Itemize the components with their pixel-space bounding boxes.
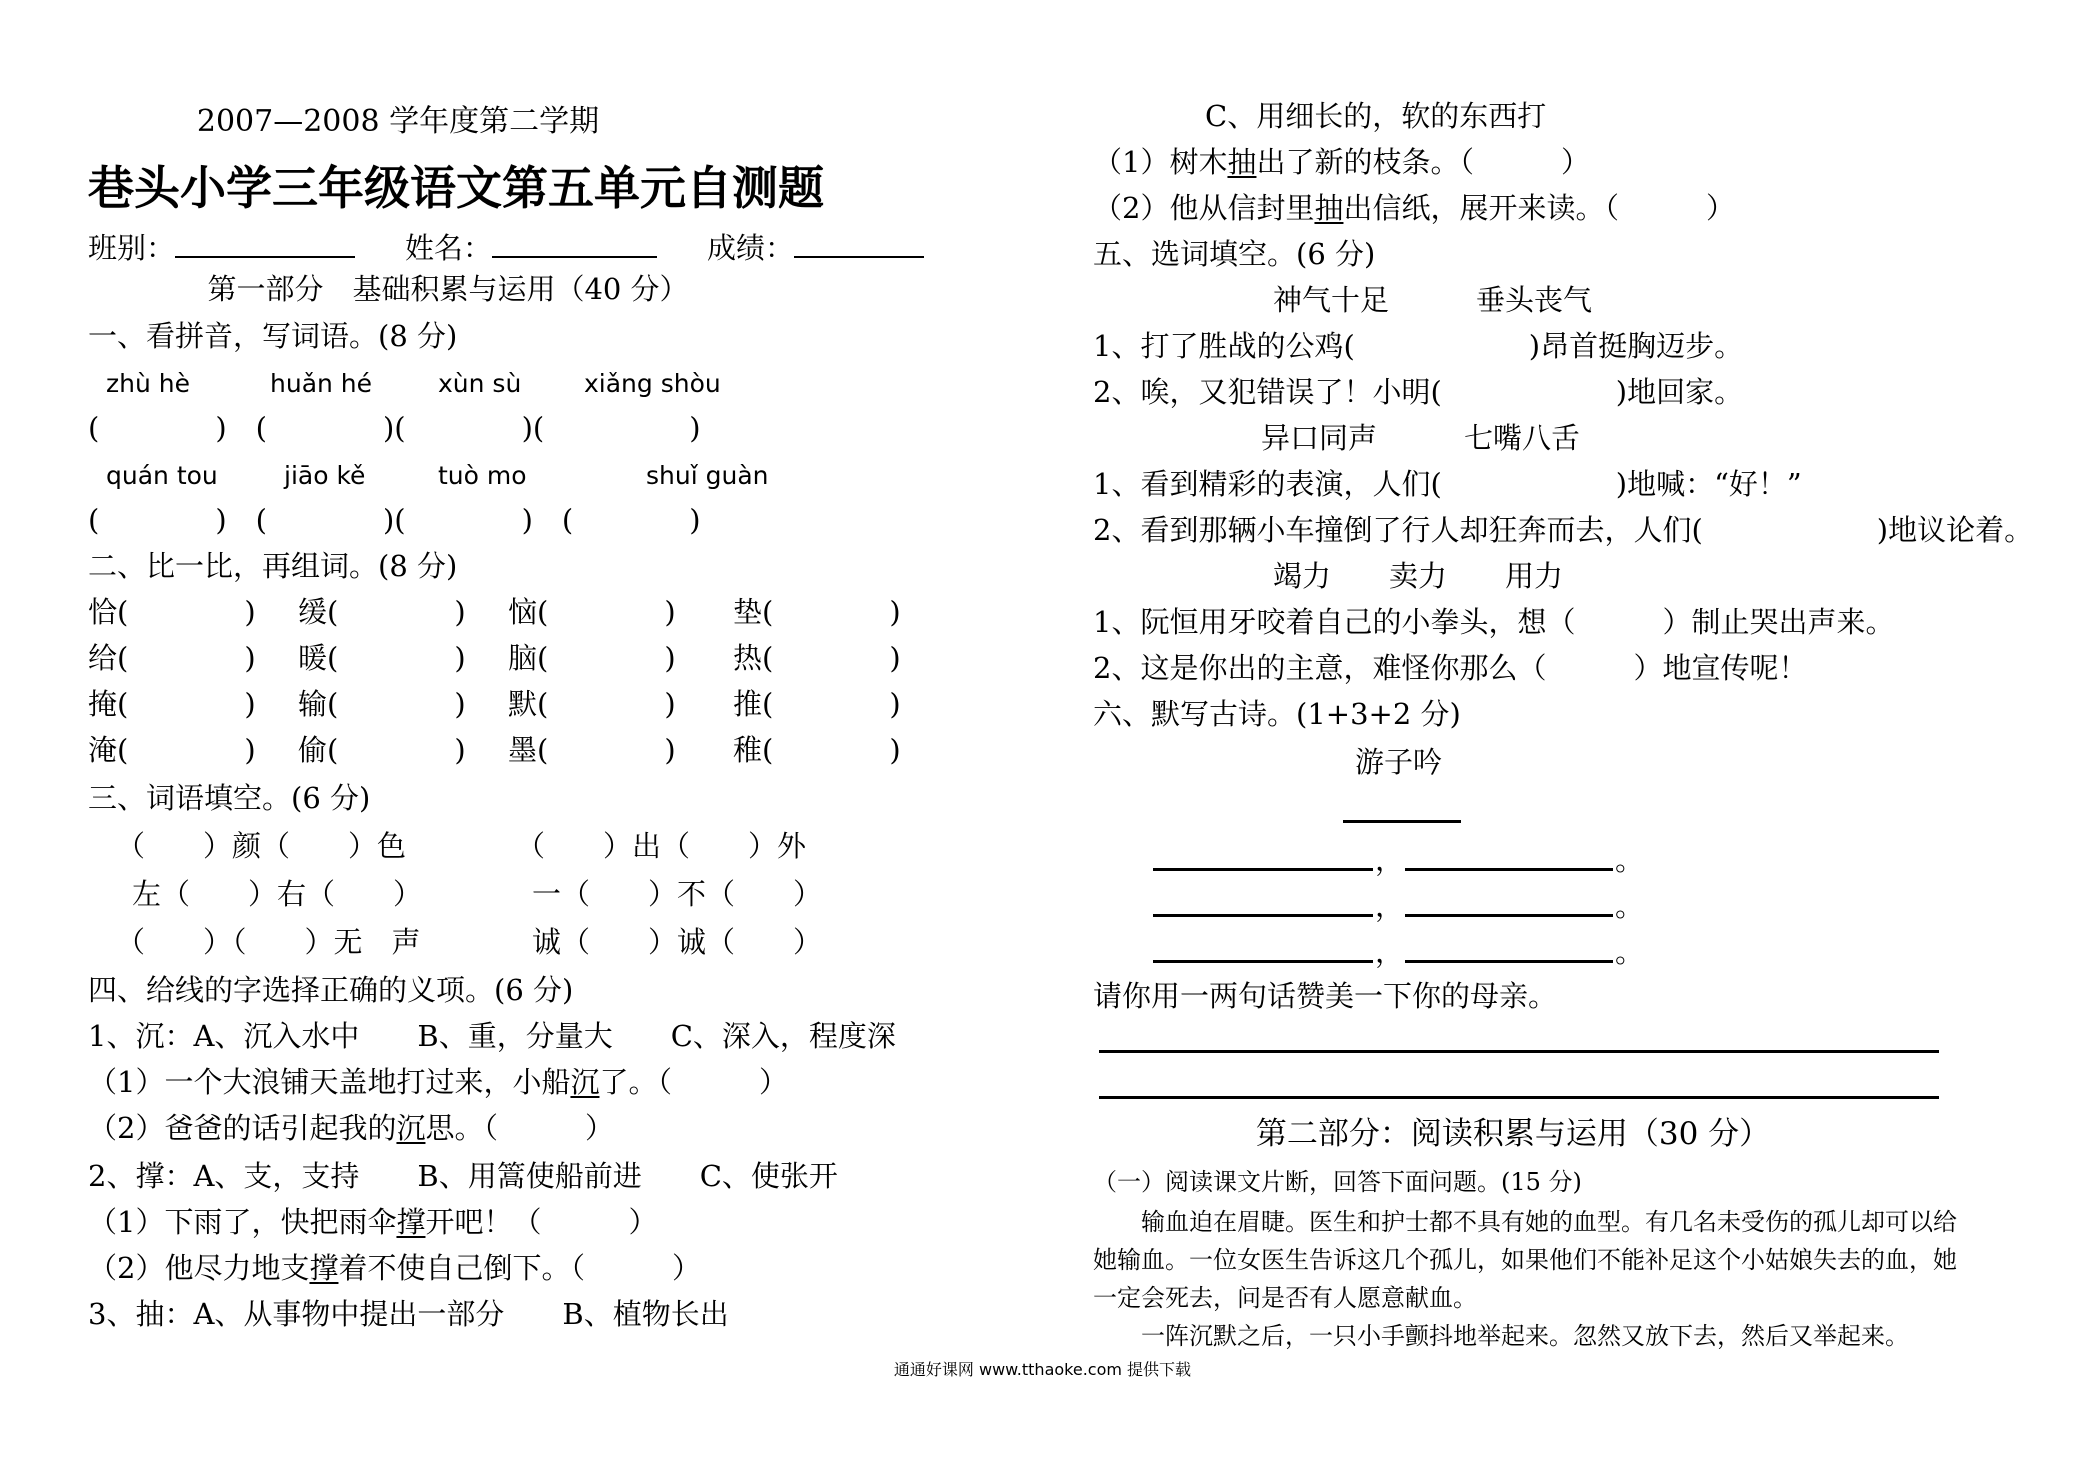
poem-comma: ， [1375, 889, 1405, 923]
q4-item2-s1[interactable]: （1）下雨了，快把雨伞撑开吧！（ ） [88, 1205, 658, 1239]
poem-line-blank[interactable] [1405, 960, 1613, 963]
q2-cell[interactable]: 淹( ) [88, 733, 256, 767]
q5-word-group-2: 异口同声 七嘴八舌 [1261, 421, 1581, 455]
term-line: 2007—2008 学年度第二学期 [196, 104, 600, 139]
q3-item[interactable]: （ ）出（ ）外 [516, 829, 807, 863]
class-field[interactable] [175, 234, 355, 258]
q1-title: 一、看拼音，写词语。(8 分) [88, 319, 458, 353]
class-label: 班别： [88, 231, 176, 265]
poem-line-blank[interactable] [1153, 914, 1373, 917]
q5-sentence[interactable]: 1、打了胜战的公鸡( )昂首挺胸迈步。 [1093, 329, 1744, 363]
pinyin-8: shuǐ guàn [646, 461, 769, 490]
q4-item3-head: 3、抽：A、从事物中提出一部分 B、植物长出 [88, 1297, 729, 1331]
pinyin-7: tuò mo [438, 461, 527, 490]
answer-blanks-row2[interactable]: ( ) ( )( ) ( ) [88, 503, 701, 537]
passage-line: 一阵沉默之后，一只小手颤抖地举起来。忽然又放下去，然后又举起来。 [1093, 1322, 1909, 1350]
q2-cell[interactable]: 稚( ) [733, 733, 901, 767]
q3-item[interactable]: 左（ ）右（ ） [132, 877, 423, 911]
praise-prompt: 请你用一两句话赞美一下你的母亲。 [1093, 979, 1558, 1013]
q4-item1-head: 1、沉：A、沉入水中 B、重，分量大 C、深入，程度深 [88, 1019, 896, 1053]
q5-sentence[interactable]: 2、这是你出的主意，难怪你那么（ ）地宣传呢！ [1093, 651, 1808, 685]
poem-line-blank[interactable] [1405, 868, 1613, 871]
q2-cell[interactable]: 脑( ) [508, 641, 676, 675]
praise-answer-line[interactable] [1099, 1096, 1939, 1099]
score-label: 成绩： [707, 231, 795, 265]
poem-period: 。 [1615, 843, 1645, 877]
q2-cell[interactable]: 推( ) [733, 687, 901, 721]
q2-cell[interactable]: 输( ) [298, 687, 466, 721]
poem-comma: ， [1375, 843, 1405, 877]
q2-title: 二、比一比，再组词。(8 分) [88, 549, 458, 583]
q3-item[interactable]: （ ）颜（ ）色 [116, 829, 407, 863]
part2-sub1: （一）阅读课文片断，回答下面问题。(15 分) [1093, 1168, 1582, 1196]
q5-sentence[interactable]: 2、看到那辆小车撞倒了行人却狂奔而去，人们( )地议论着。 [1093, 513, 2034, 547]
pinyin-3: xùn sù [438, 369, 522, 398]
pinyin-2: huǎn hé [270, 369, 373, 398]
pinyin-1: zhù hè [106, 369, 190, 398]
q4-item2-s2[interactable]: （2）他尽力地支撑着不使自己倒下。（ ） [88, 1251, 701, 1285]
poem-line-blank[interactable] [1405, 914, 1613, 917]
part2-title: 第二部分：阅读积累与运用（30 分） [1255, 1116, 1771, 1152]
q4-item1-s1[interactable]: （1）一个大浪铺天盖地打过来，小船沉了。（ ） [88, 1065, 788, 1099]
q3-item[interactable]: 一（ ）不（ ） [532, 877, 823, 911]
q3-item[interactable]: 诚（ ）诚（ ） [532, 925, 823, 959]
q4-title: 四、给线的字选择正确的义项。(6 分) [88, 973, 574, 1007]
q5-word-group-3: 竭力 卖力 用力 [1273, 559, 1564, 593]
q4-item3-s2[interactable]: （2）他从信封里抽出信纸，展开来读。（ ） [1093, 191, 1735, 225]
q2-cell[interactable]: 掩( ) [88, 687, 256, 721]
q2-cell[interactable]: 缓( ) [298, 595, 466, 629]
pinyin-5: quán tou [106, 461, 218, 490]
footer-text: 通通好课网 www.tthaoke.com 提供下载 [893, 1360, 1192, 1379]
poem-line-blank[interactable] [1153, 960, 1373, 963]
q3-item[interactable]: （ ）（ ）无 声 [116, 925, 421, 959]
q2-cell[interactable]: 恼( ) [508, 595, 676, 629]
q4-item3-s1[interactable]: （1）树木抽出了新的枝条。（ ） [1093, 145, 1590, 179]
q5-word-group-1: 神气十足 垂头丧气 [1273, 283, 1593, 317]
q5-sentence[interactable]: 2、唉，又犯错误了！小明( )地回家。 [1093, 375, 1744, 409]
praise-answer-line[interactable] [1099, 1050, 1939, 1053]
q2-cell[interactable]: 恰( ) [88, 595, 256, 629]
poem-comma: ， [1375, 935, 1405, 969]
q5-sentence[interactable]: 1、阮恒用牙咬着自己的小拳头，想（ ）制止哭出声来。 [1093, 605, 1895, 639]
q5-title: 五、选词填空。(6 分) [1093, 237, 1376, 271]
info-line [88, 230, 924, 266]
poem-line-blank[interactable] [1153, 868, 1373, 871]
poem-author-line[interactable] [1343, 820, 1461, 823]
q4-item1-s2[interactable]: （2）爸爸的话引起我的沉思。（ ） [88, 1111, 614, 1145]
exam-title: 巷头小学三年级语文第五单元自测题 [88, 161, 824, 215]
poem-title: 游子吟 [1355, 745, 1443, 779]
pinyin-4: xiǎng shòu [584, 369, 721, 398]
q2-cell[interactable]: 给( ) [88, 641, 256, 675]
poem-period: 。 [1615, 935, 1645, 969]
q5-sentence[interactable]: 1、看到精彩的表演，人们( )地喊：“好！” [1093, 467, 1802, 501]
passage-line: 一定会死去，问是否有人愿意献血。 [1093, 1284, 1477, 1312]
passage-line: 输血迫在眉睫。医生和护士都不具有她的血型。有几名未受伤的孤儿却可以给 [1093, 1208, 1957, 1236]
score-field[interactable] [794, 234, 924, 258]
q2-cell[interactable]: 垫( ) [733, 595, 901, 629]
part1-title: 第一部分 基础积累与运用（40 分） [207, 272, 689, 306]
q2-cell[interactable]: 热( ) [733, 641, 901, 675]
q6-title: 六、默写古诗。(1+3+2 分) [1093, 697, 1461, 731]
answer-blanks-row1[interactable]: ( ) ( )( )( ) [88, 411, 701, 445]
passage-line: 她输血。一位女医生告诉这几个孤儿，如果他们不能补足这个小姑娘失去的血，她 [1093, 1246, 1957, 1274]
q2-cell[interactable]: 偷( ) [298, 733, 466, 767]
pinyin-6: jiāo kě [284, 461, 366, 490]
q3-title: 三、词语填空。(6 分) [88, 781, 371, 815]
name-label: 姓名： [405, 231, 493, 265]
q4-item2-head: 2、撑：A、支，支持 B、用篙使船前进 C、使张开 [88, 1159, 838, 1193]
q2-cell[interactable]: 暖( ) [298, 641, 466, 675]
poem-period: 。 [1615, 889, 1645, 923]
q2-cell[interactable]: 墨( ) [508, 733, 676, 767]
name-field[interactable] [492, 234, 657, 258]
q2-cell[interactable]: 默( ) [508, 687, 676, 721]
q4-item3-c: C、用细长的，软的东西打 [1205, 99, 1547, 133]
